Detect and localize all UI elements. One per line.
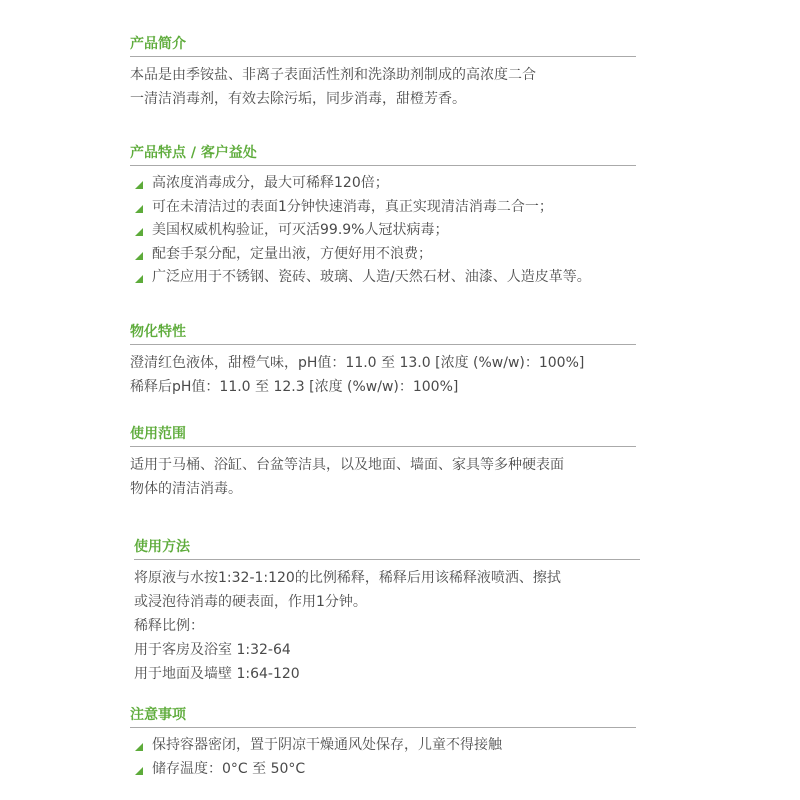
intro-line-1: 本品是由季铵盐、非离子表面活性剂和洗涤助剂制成的高浓度二合 [130, 67, 536, 83]
triangle-bullet-icon [135, 767, 143, 775]
feature-text: 美国权威机构验证，可灭活99.9%人冠状病毒； [152, 222, 449, 238]
triangle-bullet-icon [135, 743, 143, 751]
usage-line-2: 或浸泡待消毒的硬表面，作用1分钟。 [134, 594, 367, 610]
notes-list [130, 734, 636, 781]
section-title-notes: 注意事项 [130, 705, 636, 728]
triangle-bullet-icon [135, 181, 143, 189]
scope-line-1: 适用于马桶、浴缸、台盆等洁具，以及地面、墙面、家具等多种硬表面 [130, 457, 564, 473]
note-text: 储存温度：0°C 至 50°C [152, 760, 306, 777]
section-title-properties: 物化特性 [130, 322, 636, 345]
list-item [130, 734, 636, 758]
usage-line-3: 稀释比例： [134, 618, 204, 634]
properties-line-2: 稀释后pH值：11.0 至 12.3 [浓度 (%w/w)：100%] [130, 379, 459, 395]
section-properties [130, 322, 636, 399]
section-title-features: 产品特点 / 客户益处 [130, 143, 636, 166]
intro-line-2: 一清洁消毒剂，有效去除污垢，同步消毒，甜橙芳香。 [130, 91, 466, 107]
triangle-bullet-icon [135, 252, 143, 260]
triangle-bullet-icon [135, 205, 143, 213]
section-notes [130, 705, 636, 781]
section-features [130, 143, 636, 290]
list-item [130, 219, 636, 243]
usage-line-4: 用于客房及浴室 1:32-64 [134, 642, 291, 658]
usage-line-1: 将原液与水按1:32-1:120的比例稀释，稀释后用该稀释液喷洒、擦拭 [134, 570, 561, 586]
usage-line-5: 用于地面及墙壁 1:64-120 [134, 666, 300, 682]
feature-text: 配套手泵分配，定量出液，方便好用不浪费； [152, 245, 432, 262]
section-intro [130, 34, 636, 111]
list-item [130, 758, 636, 782]
section-title-intro: 产品简介 [130, 34, 636, 57]
section-title-scope: 使用范围 [130, 424, 636, 447]
feature-text: 可在未清洁过的表面1分钟快速消毒，真正实现清洁消毒二合一； [152, 198, 553, 215]
section-scope [130, 424, 636, 501]
triangle-bullet-icon [135, 228, 143, 236]
section-usage [134, 537, 640, 686]
list-item [130, 243, 636, 267]
features-list [130, 172, 636, 290]
list-item [130, 172, 636, 196]
list-item [130, 196, 636, 220]
scope-line-2: 物体的清洁消毒。 [130, 481, 242, 497]
feature-text: 高浓度消毒成分，最大可稀释120倍； [152, 175, 389, 191]
list-item [130, 266, 636, 290]
feature-text: 广泛应用于不锈钢、瓷砖、玻璃、人造/天然石材、油漆、人造皮革等。 [152, 269, 591, 285]
note-text: 保持容器密闭，置于阴凉干燥通风处保存，儿童不得接触 [152, 737, 502, 753]
triangle-bullet-icon [135, 275, 143, 283]
section-title-usage: 使用方法 [134, 537, 640, 560]
properties-line-1: 澄清红色液体，甜橙气味，pH值：11.0 至 13.0 [浓度 (%w/w)：100%] [130, 355, 585, 371]
